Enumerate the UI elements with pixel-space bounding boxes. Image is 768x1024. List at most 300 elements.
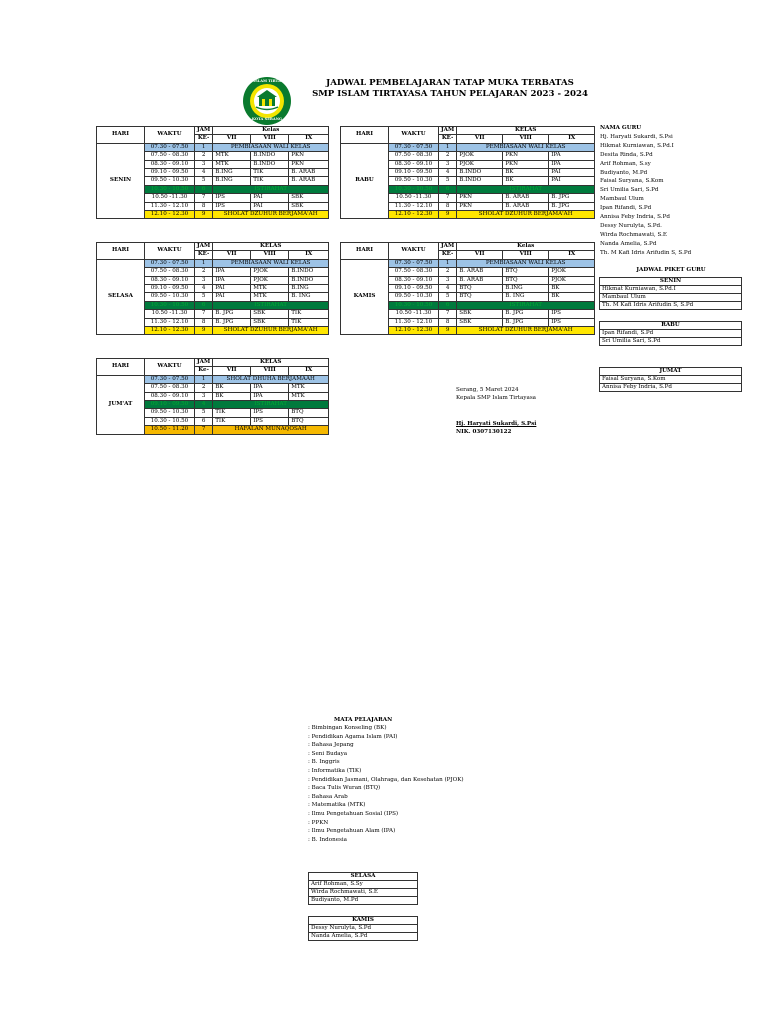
jam-cell: 7 [439, 310, 457, 318]
piket-kamis-label: KAMIS [309, 917, 418, 925]
subject-vii-cell: PJOK [457, 160, 503, 168]
header-ke: KE- [439, 251, 457, 259]
header-jam: JAM [195, 243, 213, 251]
subject-ix-cell: B.ING [289, 284, 329, 292]
subject-vii-cell: BK [213, 392, 251, 400]
jam-cell: 3 [195, 276, 213, 284]
activity-cell: PEMBIASAAN WALI KELAS [457, 259, 595, 267]
subject-vii-cell: IPS [213, 202, 251, 210]
school-logo [242, 76, 292, 126]
teacher-name: Hj. Haryati Sukardi, S.Psi [600, 133, 673, 140]
header-hari: HARI [97, 243, 145, 260]
header-vii: VII [213, 251, 251, 259]
time-cell: 08.30 - 09.10 [145, 392, 195, 400]
subject-vii-cell: TIK [213, 417, 251, 425]
subject-vii-cell: B.INDO [457, 168, 503, 176]
signature-name: Hj. Haryati Sukardi, S.Psi [456, 421, 537, 427]
subject-vii-cell: B. JPG [213, 310, 251, 318]
subject-ix-cell: IPA [549, 152, 595, 160]
jam-cell: 6 [439, 185, 457, 193]
jam-cell: 4 [439, 284, 457, 292]
time-cell: 12.10 - 12.30 [389, 326, 439, 334]
subject-ix-cell: PJOK [549, 268, 595, 276]
time-cell: 09.50 - 10.30 [145, 293, 195, 301]
schedule-table-selasa [96, 242, 329, 335]
time-cell: 10.50 -11.30 [145, 310, 195, 318]
piket-teacher-name: Sri Umilia Sari, S.Pd [600, 338, 742, 346]
piket-table-senin [599, 277, 742, 310]
header-ix: IX [289, 367, 329, 375]
subject-item: : PPKN [308, 819, 329, 826]
piket-teacher-name: Nanda Amelia, S.Pd [309, 933, 418, 941]
subject-vii-cell: B. JPG [213, 318, 251, 326]
subject-vii-cell: B. ARAB [457, 276, 503, 284]
time-cell: 07.50 - 08.30 [389, 152, 439, 160]
header-kelas: Kelas [457, 243, 595, 251]
jam-cell: 2 [195, 384, 213, 392]
teacher-name: Mambaul Ulum [600, 196, 644, 203]
subject-viii-cell: IPS [251, 409, 289, 417]
activity-cell: ISTIRAHAT [457, 185, 595, 193]
time-cell: 09.50 - 10.30 [145, 409, 195, 417]
subject-viii-cell: PJOK [251, 268, 289, 276]
piket-teacher-name: Arif Rohman, S.Sy [309, 881, 418, 889]
signature-role: Kepala SMP Islam Tirtayasa [456, 395, 537, 401]
activity-cell: SHOLAT DZUHUR BERJAMA'AH [457, 326, 595, 334]
time-cell: 08.30 - 09.10 [145, 160, 195, 168]
subject-ix-cell: B. JPG [549, 202, 595, 210]
jam-cell: 5 [439, 293, 457, 301]
piket-jumat-label: JUMAT [600, 368, 742, 376]
subject-viii-cell: B. JPG [503, 310, 549, 318]
subject-vii-cell: IPA [213, 276, 251, 284]
time-cell: 09.10 - 09.50 [145, 284, 195, 292]
jam-cell: 5 [439, 177, 457, 185]
time-cell: 10.30 - 10.50 [145, 185, 195, 193]
subject-ix-cell: BTQ [289, 409, 329, 417]
header-ke: KE- [195, 135, 213, 143]
subject-vii-cell: IPA [213, 268, 251, 276]
time-cell: 07.30 - 07.50 [145, 259, 195, 267]
logo-top-text: SMP ISLAM TIRTAYASA [242, 79, 292, 83]
jam-cell: 3 [195, 392, 213, 400]
header-viii: VIII [503, 135, 549, 143]
subject-ix-cell: IPS [549, 310, 595, 318]
header-hari: HARI [97, 127, 145, 144]
subject-viii-cell: MTK [251, 284, 289, 292]
teacher-name: Budiyanto, M.Pd [600, 169, 648, 176]
subject-ix-cell: SBK [289, 202, 329, 210]
jam-cell: 4 [195, 284, 213, 292]
subject-vii-cell: IPS [213, 194, 251, 202]
time-cell: 10.50 -11.30 [389, 194, 439, 202]
time-cell: 07.30 - 07.50 [145, 143, 195, 151]
time-cell: 09.50 - 10.30 [389, 293, 439, 301]
jam-cell: 9 [195, 326, 213, 334]
subject-vii-cell: MTK [213, 160, 251, 168]
jam-cell: 5 [195, 293, 213, 301]
schedule-table-kamis [340, 242, 595, 335]
jam-cell: 2 [195, 152, 213, 160]
subject-vii-cell: SBK [457, 318, 503, 326]
title-line-1: JADWAL PEMBELAJARAN TATAP MUKA TERBATAS [326, 78, 574, 88]
header-viii: VIII [251, 251, 289, 259]
time-cell: 07.50 - 08.30 [389, 268, 439, 276]
teacher-name: Arif Rohman, S.sy [600, 160, 651, 167]
teacher-name: Ipan Rifandi, S.Pd [600, 205, 652, 212]
subject-item: : B. Inggris [308, 759, 340, 766]
schedule-row [341, 259, 595, 267]
header-viii: VIII [251, 135, 289, 143]
jam-cell: 7 [195, 426, 213, 434]
subject-ix-cell: TIK [289, 310, 329, 318]
subject-vii-cell: BK [213, 384, 251, 392]
subject-ix-cell: B.INDO [289, 276, 329, 284]
header-viii: VIII [503, 251, 549, 259]
jam-cell: 6 [195, 417, 213, 425]
jam-cell: 1 [439, 259, 457, 267]
header-vii: VII [457, 135, 503, 143]
day-label: JUM'AT [97, 375, 145, 434]
time-cell: 08.30 - 09.10 [389, 276, 439, 284]
activity-cell: HAFALAN MUNAQOSAH [213, 426, 329, 434]
subject-viii-cell: B. ING [503, 293, 549, 301]
subject-viii-cell: IPA [251, 384, 289, 392]
header-waktu: WAKTU [145, 243, 195, 260]
day-label: KAMIS [341, 259, 389, 335]
jam-cell: 2 [439, 152, 457, 160]
time-cell: 09.10 - 09.50 [145, 400, 195, 408]
header-ix: IX [289, 135, 329, 143]
time-cell: 11.30 - 12.10 [389, 202, 439, 210]
header-jam: JAM [195, 359, 213, 367]
header-waktu: WAKTU [145, 359, 195, 376]
jam-cell: 2 [439, 268, 457, 276]
subject-item: : Seni Budaya [308, 750, 348, 757]
jam-cell: 1 [195, 143, 213, 151]
time-cell: 10.50 - 11.20 [145, 426, 195, 434]
header-vii: VII [457, 251, 503, 259]
header-hari: HARI [341, 243, 389, 260]
subject-vii-cell: B. ARAB [457, 268, 503, 276]
time-cell: 10.50 -11.30 [389, 310, 439, 318]
subject-list-heading: MATA PELAJARAN [334, 717, 393, 723]
time-cell: 09.10 - 09.50 [145, 168, 195, 176]
schedule-table-jumat [96, 358, 329, 435]
subject-vii-cell: BTQ [457, 284, 503, 292]
subject-viii-cell: SBK [251, 310, 289, 318]
jam-cell: 8 [439, 318, 457, 326]
header-kelas: KELAS [213, 243, 329, 251]
header-ix: IX [549, 135, 595, 143]
jam-cell: 6 [195, 185, 213, 193]
subject-ix-cell: B. ING [289, 293, 329, 301]
piket-teacher-name: Hikmat Kurniawan, S.Pd.I [600, 286, 742, 294]
teacher-name: Faisal Suryana, S.Kom [600, 178, 664, 185]
piket-table-rabu [599, 321, 742, 346]
jam-cell: 4 [439, 168, 457, 176]
subject-viii-cell: B. JPG [503, 318, 549, 326]
time-cell: 09.50 - 10.30 [145, 177, 195, 185]
jam-cell: 6 [195, 301, 213, 309]
schedule-row [97, 375, 329, 383]
teacher-name: Hikmat Kurniawan, S.Pd.I [600, 142, 674, 149]
schedule-table-senin [96, 126, 329, 219]
subject-ix-cell: B. ARAB [289, 168, 329, 176]
jam-cell: 1 [195, 259, 213, 267]
subject-ix-cell: PAI [549, 177, 595, 185]
header-ke: KE- [439, 135, 457, 143]
time-cell: 11.30 - 12.10 [389, 318, 439, 326]
jam-cell: 3 [439, 160, 457, 168]
subject-ix-cell: BK [549, 284, 595, 292]
piket-teacher-name: Th. M Kafi Idris Arifudin S, S.Pd [600, 302, 742, 310]
time-cell: 12.10 - 12.30 [389, 210, 439, 218]
time-cell: 10.30 - 10.50 [389, 185, 439, 193]
subject-viii-cell: TIK [251, 168, 289, 176]
header-vii: VII [213, 135, 251, 143]
piket-teacher-name: Budiyanto, M.Pd [309, 897, 418, 905]
subject-item: : Ilmu Pengetahuan Sosial (IPS) [308, 810, 399, 817]
subject-vii-cell: B.ING [213, 177, 251, 185]
subject-vii-cell: TIK [213, 409, 251, 417]
subject-viii-cell: PAI [251, 194, 289, 202]
jam-cell: 1 [439, 143, 457, 151]
piket-table-selasa [308, 872, 418, 905]
subject-viii-cell: B. ARAB [503, 202, 549, 210]
piket-teacher-name: Annisa Feby Indria, S.Pd [600, 384, 742, 392]
subject-vii-cell: PJOK [457, 152, 503, 160]
subject-vii-cell: SBK [457, 310, 503, 318]
subject-viii-cell: B. ARAB [503, 194, 549, 202]
header-kelas: Kelas [213, 127, 329, 135]
subject-vii-cell: B.INDO [457, 177, 503, 185]
day-label: SELASA [97, 259, 145, 335]
subject-viii-cell: MTK [251, 293, 289, 301]
activity-cell: SHOLAT DHUHA BERJAMAAH [213, 375, 329, 383]
time-cell: 07.30 - 07.50 [145, 375, 195, 383]
jam-cell: 1 [195, 375, 213, 383]
piket-rabu-label: RABU [600, 322, 742, 330]
time-cell: 08.30 - 09.10 [389, 160, 439, 168]
subject-item: : Informatika (TIK) [308, 767, 362, 774]
teacher-name: Nanda Amelia, S.Pd [600, 240, 657, 247]
header-jam: JAM [439, 243, 457, 251]
header-kelas: KELAS [457, 127, 595, 135]
subject-ix-cell: BTQ [289, 417, 329, 425]
jam-cell: 8 [195, 202, 213, 210]
activity-cell: PEMBIASAAN WALI KELAS [213, 143, 329, 151]
subject-ix-cell: IPA [549, 160, 595, 168]
subject-ix-cell: PKN [289, 152, 329, 160]
time-cell: 07.30 - 07.50 [389, 259, 439, 267]
time-cell: 08.30 - 09.10 [145, 276, 195, 284]
subject-viii-cell: PKN [503, 160, 549, 168]
activity-cell: SHOLAT DZUHUR BERJAMA'AH [213, 210, 329, 218]
subject-item: : Ilmu Pengetahuan Alam (IPA) [308, 828, 396, 835]
time-cell: 07.50 - 08.30 [145, 152, 195, 160]
subject-ix-cell: SBK [289, 194, 329, 202]
teacher-name: Wirda Rochmawati, S.E [600, 231, 667, 238]
subject-item: : Baca Tulis Wuran (BTQ) [308, 785, 381, 792]
time-cell: 10.50 -11.30 [145, 194, 195, 202]
subject-ix-cell: B.INDO [289, 268, 329, 276]
subject-ix-cell: TIK [289, 318, 329, 326]
time-cell: 07.30 - 07.50 [389, 143, 439, 151]
activity-cell: SHOLAT DZUHUR BERJAMA'AH [457, 210, 595, 218]
subject-vii-cell: B.ING [213, 168, 251, 176]
jam-cell: 8 [439, 202, 457, 210]
jam-cell: 5 [195, 409, 213, 417]
schedule-row [341, 143, 595, 151]
activity-cell: PEMBIASAAN WALI KELAS [457, 143, 595, 151]
subject-viii-cell: B.INDO [251, 160, 289, 168]
piket-teacher-name: Ipan Rifandi, S.Pd [600, 330, 742, 338]
jam-cell: 8 [195, 318, 213, 326]
piket-selasa-label: SELASA [309, 873, 418, 881]
subject-viii-cell: PKN [503, 152, 549, 160]
jam-cell: 7 [439, 194, 457, 202]
header-jam: JAM [439, 127, 457, 135]
subject-vii-cell: MTK [213, 152, 251, 160]
signature-place-date: Serang, 5 Maret 2024 [456, 387, 519, 393]
jam-cell: 9 [439, 210, 457, 218]
piket-table-kamis [308, 916, 418, 941]
time-cell: 09.10 - 09.50 [389, 168, 439, 176]
header-ke: Ke- [195, 367, 213, 375]
jam-cell: 5 [195, 177, 213, 185]
piket-heading: JADWAL PIKET GURU [636, 267, 706, 273]
schedule-table-rabu [340, 126, 595, 219]
jam-cell: 6 [439, 301, 457, 309]
subject-ix-cell: IPS [549, 318, 595, 326]
time-cell: 10.30 - 10.50 [145, 417, 195, 425]
header-viii: VIII [251, 367, 289, 375]
jam-cell: 4 [195, 168, 213, 176]
header-vii: VII [213, 367, 251, 375]
time-cell: 12.10 - 12.30 [145, 326, 195, 334]
subject-vii-cell: PAI [213, 293, 251, 301]
page-title [300, 78, 600, 100]
logo-bottom-text: KOTA SERANG [251, 117, 283, 121]
teacher-name: Th. M Kafi Idris Arifudin S, S.Pd [600, 249, 692, 256]
schedule-row [97, 143, 329, 151]
piket-teacher-name: Faisal Suryana, S.Kom [600, 376, 742, 384]
subject-vii-cell: BTQ [457, 293, 503, 301]
subject-item: : Matematika (MTK) [308, 802, 366, 809]
time-cell: 10.30 - 10.50 [389, 301, 439, 309]
header-jam: JAM [195, 127, 213, 135]
signature-block [456, 386, 616, 436]
subject-ix-cell: MTK [289, 384, 329, 392]
activity-cell: ISTIRAHAT [213, 185, 329, 193]
jam-cell: 9 [439, 326, 457, 334]
header-ix: IX [289, 251, 329, 259]
time-cell: 09.10 - 09.50 [389, 284, 439, 292]
piket-senin-label: SENIN [600, 278, 742, 286]
time-cell: 10.30 - 10.50 [145, 301, 195, 309]
teacher-name: Annisa Feby Indria, S.Pd [600, 214, 670, 221]
header-waktu: WAKTU [389, 127, 439, 144]
jam-cell: 7 [195, 310, 213, 318]
activity-cell: ISTIRAHAT [213, 301, 329, 309]
subject-viii-cell: PAI [251, 202, 289, 210]
piket-table-jumat [599, 367, 742, 392]
subject-vii-cell: PKN [457, 202, 503, 210]
subject-viii-cell: BTQ [503, 268, 549, 276]
subject-viii-cell: B.ING [503, 284, 549, 292]
header-hari: HARI [97, 359, 145, 376]
activity-cell: ISTIRAHAT [457, 301, 595, 309]
jam-cell: 9 [195, 210, 213, 218]
subject-viii-cell: TIK [251, 177, 289, 185]
piket-teacher-name: Dessy Nurulyta, S.Pd [309, 925, 418, 933]
subject-ix-cell: MTK [289, 392, 329, 400]
jam-cell: 2 [195, 268, 213, 276]
subject-ix-cell: BK [549, 293, 595, 301]
piket-teacher-name: Mambaul Ulum [600, 294, 742, 302]
header-kelas: KELAS [213, 359, 329, 367]
subject-item: : Pendidikan Jasmani, Olahraga, dan Kesehatan (PJOK) [308, 776, 464, 783]
signature-nik: NIK. 0307130122 [456, 429, 512, 435]
subject-viii-cell: PJOK [251, 276, 289, 284]
subject-ix-cell: B. ARAB [289, 177, 329, 185]
time-cell: 07.50 - 08.30 [145, 384, 195, 392]
subject-ix-cell: B. JPG [549, 194, 595, 202]
teacher-name: Dessy Nurulyta, S.Pd. [600, 222, 662, 229]
jam-cell: 3 [439, 276, 457, 284]
activity-cell: ISTIRAHAT [213, 400, 329, 408]
subject-item: : Bahasa Arab [308, 793, 348, 800]
teacher-name: Sri Umilia Sari, S.Pd [600, 187, 659, 194]
header-ke: KE- [195, 251, 213, 259]
teacher-name: Desita Rinda, S.Pd [600, 151, 653, 158]
time-cell: 07.50 - 08.30 [145, 268, 195, 276]
teacher-list-heading: NAMA GURU [600, 125, 642, 131]
subject-viii-cell: SBK [251, 318, 289, 326]
subject-ix-cell: PKN [289, 160, 329, 168]
time-cell: 11.30 - 12.10 [145, 318, 195, 326]
header-waktu: WAKTU [389, 243, 439, 260]
header-hari: HARI [341, 127, 389, 144]
subject-viii-cell: IPS [251, 417, 289, 425]
jam-cell: 4 [195, 400, 213, 408]
schedule-row [97, 259, 329, 267]
day-label: RABU [341, 143, 389, 219]
subject-viii-cell: BTQ [503, 276, 549, 284]
jam-cell: 7 [195, 194, 213, 202]
subject-viii-cell: BK [503, 168, 549, 176]
subject-ix-cell: PJOK [549, 276, 595, 284]
subject-viii-cell: BK [503, 177, 549, 185]
subject-item: : Bimbingan Konseling (BK) [308, 725, 387, 731]
piket-teacher-name: Wirda Rochmawati, S.E [309, 889, 418, 897]
teacher-list [600, 124, 760, 258]
activity-cell: SHOLAT DZUHUR BERJAMA'AH [213, 326, 329, 334]
subject-item: : B. Indonesia [308, 836, 347, 843]
subject-vii-cell: PAI [213, 284, 251, 292]
subject-item: : Pendidikan Agama Islam (PAI) [308, 733, 398, 740]
time-cell: 11.30 - 12.10 [145, 202, 195, 210]
time-cell: 12.10 - 12.30 [145, 210, 195, 218]
subject-ix-cell: PAI [549, 168, 595, 176]
subject-item: : Bahasa Jepang [308, 742, 354, 749]
title-line-2: SMP ISLAM TIRTAYASA TAHUN PELAJARAN 2023 - 2024 [312, 89, 588, 99]
time-cell: 09.50 - 10.30 [389, 177, 439, 185]
subject-viii-cell: B.INDO [251, 152, 289, 160]
header-ix: IX [549, 251, 595, 259]
header-waktu: WAKTU [145, 127, 195, 144]
